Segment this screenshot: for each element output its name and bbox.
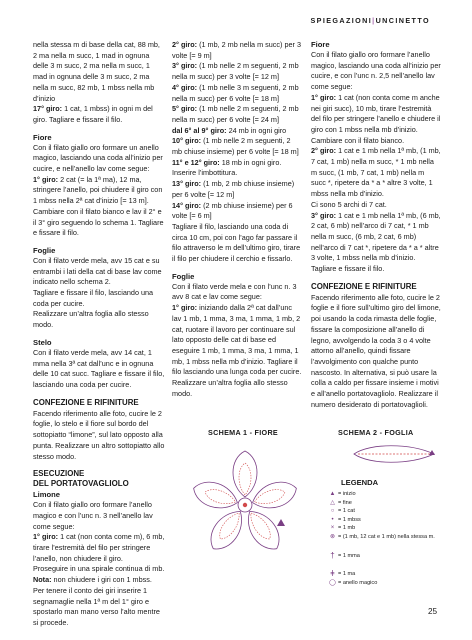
legend-row-cat xyxy=(327,507,435,516)
foglie-more: Tagliare e fissare il filo, lasciando una coda per cucire. xyxy=(33,288,154,308)
legend-text: = 1 ma xyxy=(338,571,356,578)
nota-label: Nota: xyxy=(33,575,52,585)
round-3-text: (1 mb nelle 2 m seguenti, 2 mb nella m succ) per 3 volte [= 12 m] xyxy=(172,61,299,82)
fiore-title-3: Fiore xyxy=(311,40,330,49)
flower-start-mark xyxy=(277,519,285,526)
c3-round-1-label: 1° giro: xyxy=(311,92,337,102)
nota-text: non chiudere i giri con 1 mbss. Per tenere il conto dei giri inserire 1 segnamaglie nella 1ª m del 1° giro e spostarlo man mano verso l’alto mentre si procede. xyxy=(33,575,160,627)
schema-2-title: SCHEMA 2 - FOGLIA xyxy=(338,428,414,437)
confezione-text-3: Facendo riferimento alle foto, cucire le 2 foglie e il fiore sull’ultimo giro del limone, poi usando la coda rimasta delle foglie, fissare la composizione all’anello di legno, avvolgendo la coda 3 o 4 volte attorno all’anello, quindi fissare l’avvolgimento con qualche punto nascosto. In alternativa, si può usare la colla a caldo per fissare insieme i motivi e all’anello portatovagliolo. Realizzare il numero desiderato di portatovaglioli. xyxy=(311,292,441,409)
confezione-title: CONFEZIONE E RIFINITURE xyxy=(33,397,139,407)
flower-diagram xyxy=(185,445,305,565)
fiore-more: Cambiare con il filato bianco e lav il 2° e il 3° giro seguendo lo schema 1. Tagliare e fissare il filo. xyxy=(33,206,164,238)
legend-row-ma xyxy=(327,570,435,579)
column-2 xyxy=(172,40,302,400)
mma-icon: † xyxy=(330,550,335,560)
legend-title: LEGENDA xyxy=(341,478,379,487)
flower-inner-arcs xyxy=(203,463,287,543)
ma-icon: ǂ xyxy=(330,569,335,579)
legend-text: = fine xyxy=(338,499,352,506)
column-1 xyxy=(33,40,165,629)
triangle-outline-icon: △ xyxy=(330,499,335,506)
limone-title: Limone xyxy=(33,490,61,500)
fiore-round-1-label: 1° giro: xyxy=(33,174,59,184)
legend-text: = 1 mb xyxy=(338,525,356,532)
foglie-more-3: Realizzare un’altra foglia allo stesso modo. xyxy=(172,378,288,398)
confezione-text: Facendo riferimento alle foto, cucire le 2 foglie, lo stelo e il fiore sul bordo del sottopiatto “limone”, sul lato opposto alla punta. Realizzare un altro sottopiatto allo stesso modo. xyxy=(33,408,165,461)
c3-round-3-text: 1 cat e 1 mb nella 1ª mb, (6 mb, 2 cat, 6 mb) nell’arco di 7 cat, * 1 mb nella m succ, (6 mb, 2 cat, 6 mb) nell’arco di 7 cat *, ripetere da * a * altre 3 volte, 1 mbss nella mb d’inizio. Tagliare e fissare il filo. xyxy=(311,210,441,274)
round-14-text: (2 mb chiuse insieme) per 6 volte [= 6 m] xyxy=(172,200,293,221)
c3-round-1-text: 1 cat (non conta come m anche nei giri succ), 10 mb, tirare l’estremità del filo per stringere l’anello e chiudere il giro con 1 mbss nella mb d’inizio. xyxy=(311,92,441,134)
limone-spiral: Proseguire in una spirale continua di mb. xyxy=(33,564,165,574)
c3-round-1-more: Cambiare con il filato bianco. xyxy=(311,135,405,145)
triangle-icon: ▲ xyxy=(329,491,336,497)
foglie-title: Foglie xyxy=(33,245,56,255)
fiore-title: Fiore xyxy=(33,132,52,142)
confezione-title-3: CONFEZIONE E RIFINITURE xyxy=(311,281,417,291)
round-10-label: 10° giro: xyxy=(172,136,202,146)
round-13-label: 13° giro: xyxy=(172,179,202,189)
fiore-text: Con il filato giallo oro formare un anello magico, lasciando una coda all’inizio per cucire, e nell’anello lav come segue: xyxy=(33,142,163,174)
stelo-text: Con il filato verde mela, avv 14 cat, 1 mma nella 3ª cat dall’unc e in ognuna delle 10 cat succ. Tagliare e fissare il filo, lasciando una coda per cucire. xyxy=(33,347,165,389)
limone-round-1-label: 1° giro: xyxy=(33,532,59,542)
portatovagliolo-title: DEL PORTATOVAGLIOLO xyxy=(33,479,129,489)
round-2-label: 2° giro: xyxy=(172,40,198,49)
c3-round-1 xyxy=(311,93,441,136)
round-17-text: 1 cat, 1 mbss) in ogni m del giro. Tagliare e fissare il filo. xyxy=(33,104,153,124)
legend-row-mbss xyxy=(327,516,435,525)
c3-round-3 xyxy=(311,211,441,275)
intro-text: nella stessa m di base della cat, 88 mb, 2 ma nella m succ, 1 mad in ognuna delle 3 m succ, 2 ma nella m succ, 1 mad in ognuna delle 3 m succ, 2 ma nella m succ, 82 mb, 1 mbss nella mb d’inizio xyxy=(33,40,160,103)
round-4-text: (1 mb nelle 3 m seguenti, 2 mb nella m succ) per 6 volte [= 18 m] xyxy=(172,82,299,103)
legend-row-loop xyxy=(327,533,435,542)
leaf-diagram xyxy=(350,441,438,467)
round-11-label: 11° e 12° giro: xyxy=(172,157,220,167)
round-3-label: 3° giro: xyxy=(172,61,198,71)
foglie-text-2: Con il filato verde mela e con l’unc n. 3 avv 8 cat e lav come segue: xyxy=(172,281,297,302)
esecuzione-title: ESECUZIONE xyxy=(33,469,85,479)
round-5-label: 5° giro: xyxy=(172,104,198,114)
dot-icon: • xyxy=(331,516,334,523)
c3-round-2-text: 1 cat e 1 mb nella 1ª mb, (1 mb, 7 cat, 1 mb) nella m succ, * 1 mb nella m succ, (1 mb, 7 cat, 1 mb) nella m succ *, ripetere da * a * altre 3 volte, 1 mbss nella mb d’inizio. xyxy=(311,146,441,199)
limone-round-1 xyxy=(33,532,165,564)
round-4-label: 4° giro: xyxy=(172,82,198,92)
legend-row-start xyxy=(327,490,435,499)
round-13 xyxy=(172,179,302,200)
c3-round-2 xyxy=(311,146,441,200)
round-5 xyxy=(172,104,302,125)
legend-text: = 1 mma xyxy=(338,552,360,559)
oval-icon: ○ xyxy=(330,508,335,515)
round-5-text: (1 mb nelle 2 m seguenti, 2 mb nella m succ) per 6 volte [= 24 m] xyxy=(172,104,299,124)
column-3 xyxy=(311,40,441,411)
round-2 xyxy=(172,40,302,61)
section-header xyxy=(310,16,430,25)
header-separator: | xyxy=(372,16,376,25)
header-section: SPIEGAZIONI xyxy=(310,16,373,25)
legend xyxy=(327,490,435,587)
legend-row-mma xyxy=(327,552,435,561)
foglie-title-2: Foglie xyxy=(172,271,195,281)
round-14-label: 14° giro: xyxy=(172,200,202,210)
foglie-round-1 xyxy=(172,303,302,378)
legend-row-end xyxy=(327,499,435,508)
round-11-text: 18 mb in ogni giro. xyxy=(219,157,282,167)
legend-text: = 1 mbss xyxy=(338,516,361,523)
round-6-9 xyxy=(172,126,302,137)
schema-1-title: SCHEMA 1 - FIORE xyxy=(208,428,279,437)
c3-round-2-label: 2° giro: xyxy=(311,146,337,156)
round-4 xyxy=(172,83,302,104)
round-13-text: (1 mb, 2 mb chiuse insieme) per 6 volte [= 12 m] xyxy=(172,179,295,199)
legend-text: = (1 mb, 12 cat e 1 mb) nella stessa m. xyxy=(338,533,435,540)
round-3 xyxy=(172,61,302,82)
cross-loop-icon: ⊗ xyxy=(329,533,336,540)
nota xyxy=(33,575,165,629)
c3-round-3-label: 3° giro: xyxy=(311,210,337,220)
round-11-12 xyxy=(172,158,302,169)
close-text: Tagliare il filo, lasciando una coda di circa 10 cm, poi con l’ago far passare il filo attraverso le m dell’ultimo giro, tirare il filo per chiudere il cerchio e fissarlo. xyxy=(172,221,301,264)
round-17-label: 17° giro: xyxy=(33,104,63,114)
fiore-round-1 xyxy=(33,175,165,207)
round-10-text: (1 mb nelle 2 m seguenti, 2 mb chiuse insieme) per 6 volte [= 18 m] xyxy=(172,136,299,157)
page-number: 25 xyxy=(428,607,438,616)
foglie-more-2: Realizzare un’altra foglia allo stesso modo. xyxy=(33,309,149,330)
stelo-title: Stelo xyxy=(33,337,52,347)
legend-row-ring xyxy=(327,579,435,588)
round-10 xyxy=(172,136,302,157)
limone-round-1-text: 1 cat (non conta come m), 6 mb, tirare l’estremità del filo per stringere l’anello, non chiudere il giro. xyxy=(33,532,165,563)
intro-paragraph xyxy=(33,40,165,104)
legend-row-mb xyxy=(327,524,435,533)
round-6-text: 24 mb in ogni giro xyxy=(226,125,287,135)
round-2-text: (1 mb, 2 mb nella m succ) per 3 volte [= 9 m] xyxy=(172,40,302,60)
fiore-round-1-text: 2 cat (= la 1ª ma), 12 ma, stringere l’anello, poi chiudere il giro con 1 mbss nella 2ª cat d’inizio [= 13 m]. xyxy=(33,174,163,206)
fiore-text-3: Con il filato giallo oro formare l’anello magico, lasciando una coda all’inizio per cucire, e con l’unc n. 2,5 nell’anello lav come segue: xyxy=(311,50,441,92)
legend-text: = 1 cat xyxy=(338,508,355,515)
c3-round-2-more: Ci sono 5 archi di 7 cat. xyxy=(311,199,387,209)
flower-center-dot xyxy=(243,503,247,507)
cross-icon: × xyxy=(330,525,335,532)
round-6-label: dal 6° al 9° giro: xyxy=(172,125,227,135)
magic-ring-icon: ◯ xyxy=(329,579,336,586)
foglie-text: Con il filato verde mela, avv 15 cat e su entrambi i lati della cat di base lav come indicato nello schema 2. xyxy=(33,255,162,287)
foglie-round-1-label: 1° giro: xyxy=(172,303,198,313)
legend-text: = anello magico xyxy=(338,579,378,586)
stuffing-text: Inserire l’imbottitura. xyxy=(172,168,238,178)
header-topic: UNCINETTO xyxy=(375,16,430,25)
foglie-round-1-text: iniziando dalla 2ª cat dall’unc lav 1 mb, 1 mma, 3 ma, 1 mma, 1 mb, 2 cat, ruotare il lavoro per continuare sul lato opposto delle cat di base ed eseguire 1 mb, 1 mma, 3 ma, 1 mma, 1 mb, 1 mbss nella mb d’inizio. Tagliare il filo lasciando una lunga coda per cucire. xyxy=(172,303,302,377)
limone-text: Con il filato giallo oro formare l’anello magico e con l’unc n. 3 nell’anello lav come segue: xyxy=(33,500,153,531)
round-14 xyxy=(172,201,302,222)
round-17 xyxy=(33,104,165,125)
legend-text: = inizio xyxy=(338,491,356,497)
